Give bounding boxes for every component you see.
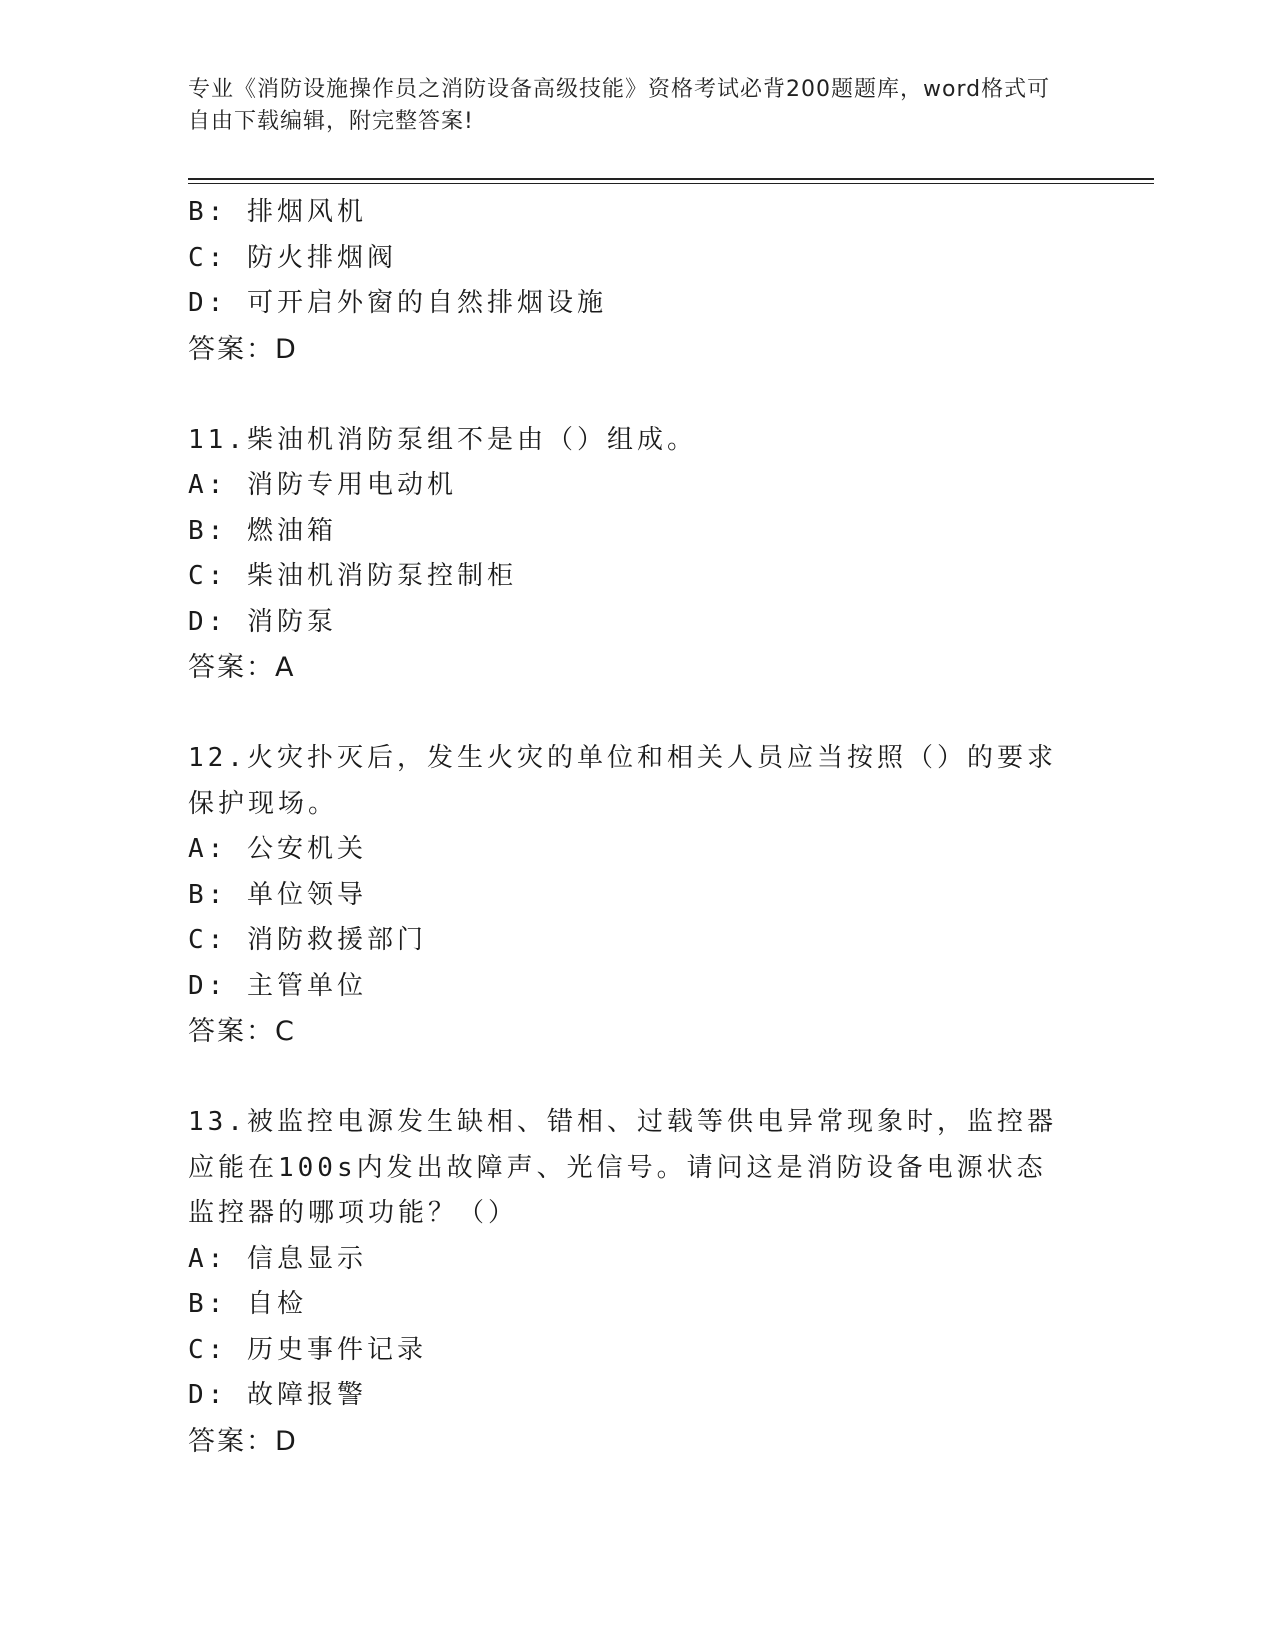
option-b: B: 自检 xyxy=(188,1289,307,1319)
option-d: D: 故障报警 xyxy=(188,1380,367,1410)
option-b: B: 排烟风机 xyxy=(188,197,367,227)
option-c: C: 历史事件记录 xyxy=(188,1334,427,1365)
option-c: C: 柴油机消防泵控制柜 xyxy=(188,561,517,591)
answer-line: 答案：D xyxy=(188,333,298,365)
question-list xyxy=(188,190,1088,1464)
question-12 xyxy=(188,736,1088,1055)
question-11 xyxy=(188,418,1088,691)
answer-line: 答案：C xyxy=(188,1016,296,1047)
option-b: B: 单位领导 xyxy=(188,879,367,910)
question-stem: 11.柴油机消防泵组不是由（）组成。 xyxy=(188,424,697,455)
question-10-tail xyxy=(188,190,1088,372)
option-b: B: 燃油箱 xyxy=(188,515,337,546)
spacer xyxy=(188,691,1088,737)
spacer xyxy=(188,1055,1088,1101)
question-stem: 12.火灾扑灭后，发生火灾的单位和相关人员应当按照（）的要求保护现场。 xyxy=(188,743,1057,819)
option-a: A: 信息显示 xyxy=(188,1243,367,1274)
answer-line: 答案：D xyxy=(188,1425,298,1457)
option-d: D: 可开启外窗的自然排烟设施 xyxy=(188,288,607,318)
option-c: C: 防火排烟阀 xyxy=(188,242,397,273)
header-divider-thin xyxy=(188,183,1154,184)
option-a: A: 公安机关 xyxy=(188,834,367,864)
spacer xyxy=(188,372,1088,418)
question-stem: 13.被监控电源发生缺相、错相、过载等供电异常现象时，监控器应能在100s内发出故障声、光信号。请问这是消防设备电源状态监控器的哪项功能？（） xyxy=(188,1107,1057,1228)
option-c: C: 消防救援部门 xyxy=(188,925,427,955)
header-divider-thick xyxy=(188,178,1154,180)
question-13 xyxy=(188,1100,1088,1464)
option-d: D: 主管单位 xyxy=(188,970,367,1001)
answer-line: 答案：A xyxy=(188,652,296,683)
option-d: D: 消防泵 xyxy=(188,606,337,637)
document-header: 专业《消防设施操作员之消防设备高级技能》资格考试必背200题题库，word格式可自由下载编辑，附完整答案! xyxy=(188,77,1051,134)
option-a: A: 消防专用电动机 xyxy=(188,470,457,500)
